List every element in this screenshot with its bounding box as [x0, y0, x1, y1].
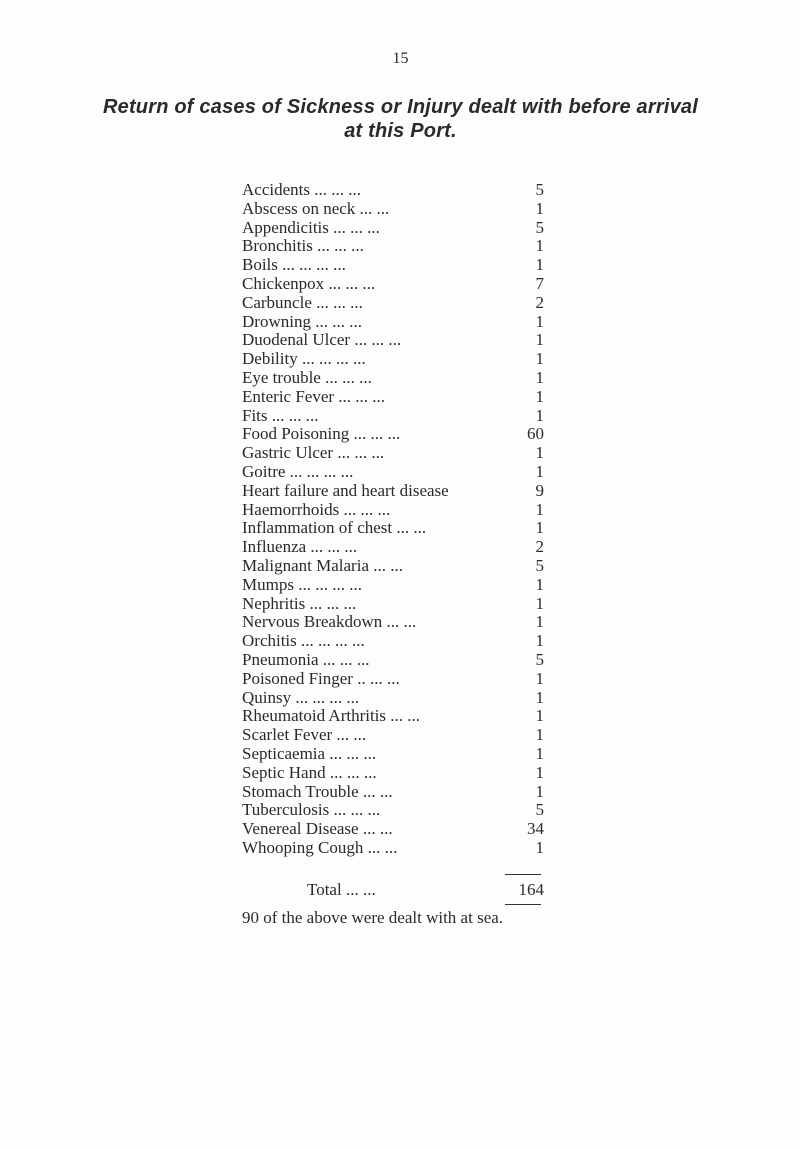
row-label: Inflammation of chest ... ... [242, 518, 427, 538]
row-value: 1 [535, 367, 544, 387]
row-label: Quinsy ... ... ... ... [242, 687, 360, 707]
row-value: 9 [535, 480, 544, 500]
row-value: 5 [535, 649, 544, 669]
row-label: Bronchitis ... ... ... [242, 236, 364, 256]
row-label: Enteric Fever ... ... ... [242, 386, 386, 406]
row-value: 1 [535, 518, 544, 538]
table-row [242, 482, 602, 501]
table-row [242, 764, 602, 783]
row-label: Tuberculosis ... ... ... [242, 800, 381, 820]
table-row [242, 632, 602, 651]
total-row [242, 880, 602, 900]
table-row [242, 463, 602, 482]
table-row [242, 388, 602, 407]
row-label: Whooping Cough ... ... [242, 837, 398, 857]
table-row [242, 501, 602, 520]
table-row [242, 689, 602, 708]
table-row [242, 745, 602, 764]
row-value: 1 [535, 631, 544, 651]
row-value: 1 [535, 386, 544, 406]
bottom-rule [505, 904, 541, 905]
title-line-2: at this Port. [344, 120, 457, 142]
row-value: 1 [535, 349, 544, 369]
row-label: Orchitis ... ... ... ... [242, 631, 365, 651]
row-value: 2 [535, 292, 544, 312]
row-value: 2 [535, 537, 544, 557]
page-number: 15 [392, 50, 409, 67]
row-value: 1 [535, 198, 544, 218]
row-value: 1 [535, 725, 544, 745]
row-label: Mumps ... ... ... ... [242, 574, 362, 594]
row-label: Nervous Breakdown ... ... [242, 612, 417, 632]
table-row [242, 651, 602, 670]
row-label: Chickenpox ... ... ... [242, 273, 376, 293]
table-row [242, 200, 602, 219]
row-label: Poisoned Finger .. ... ... [242, 668, 400, 688]
row-value: 5 [535, 555, 544, 575]
row-value: 1 [535, 687, 544, 707]
row-label: Malignant Malaria ... ... [242, 555, 403, 575]
row-label: Haemorrhoids ... ... ... [242, 499, 391, 519]
row-label: Gastric Ulcer ... ... ... [242, 443, 385, 463]
row-label: Nephritis ... ... ... [242, 593, 357, 613]
row-value: 1 [535, 405, 544, 425]
row-label: Eye trouble ... ... ... [242, 367, 372, 387]
row-value: 60 [527, 424, 544, 444]
row-value: 1 [535, 236, 544, 256]
row-label: Pneumonia ... ... ... [242, 649, 370, 669]
table-row [242, 839, 602, 858]
row-value: 1 [535, 837, 544, 857]
row-label: Carbuncle ... ... ... [242, 292, 363, 312]
row-value: 1 [535, 743, 544, 763]
total-value: 164 [518, 880, 544, 899]
table-row [242, 331, 602, 350]
row-label: Venereal Disease ... ... [242, 819, 393, 839]
table-row [242, 275, 602, 294]
row-value: 34 [527, 819, 544, 839]
table-row [242, 256, 602, 275]
row-value: 1 [535, 781, 544, 801]
row-value: 1 [535, 668, 544, 688]
table-row [242, 801, 602, 820]
row-value: 5 [535, 180, 544, 199]
row-value: 1 [535, 255, 544, 275]
row-value: 1 [535, 311, 544, 331]
title-line-1: Return of cases of Sickness or Injury dealt with before arrival [102, 96, 698, 118]
table-row [242, 407, 602, 426]
row-value: 7 [535, 273, 544, 293]
table-row [242, 538, 602, 557]
row-label: Accidents ... ... ... [242, 180, 361, 199]
row-label: Boils ... ... ... ... [242, 255, 346, 275]
row-label: Septicaemia ... ... ... [242, 743, 377, 763]
total-rule [505, 874, 541, 875]
row-value: 1 [535, 706, 544, 726]
row-label: Heart failure and heart disease [242, 480, 449, 500]
row-value: 1 [535, 461, 544, 481]
row-value: 1 [535, 443, 544, 463]
table-row [242, 670, 602, 689]
page-title [0, 95, 801, 143]
table-row [242, 350, 602, 369]
footnote: 90 of the above were dealt with at sea. [242, 908, 504, 927]
row-label: Duodenal Ulcer ... ... ... [242, 330, 402, 350]
table-row [242, 726, 602, 745]
row-value: 1 [535, 612, 544, 632]
table-row [242, 294, 602, 313]
table-row [242, 237, 602, 256]
row-label: Debility ... ... ... ... [242, 349, 366, 369]
table-row [242, 425, 602, 444]
total-label: Total ... ... [307, 880, 376, 899]
row-label: Scarlet Fever ... ... [242, 725, 367, 745]
table-row [242, 576, 602, 595]
table-row [242, 219, 602, 238]
table-row [242, 444, 602, 463]
table-row [242, 369, 602, 388]
table-row [242, 519, 602, 538]
table-row [242, 613, 602, 632]
table-row [242, 181, 602, 200]
table-row [242, 820, 602, 839]
row-value: 1 [535, 330, 544, 350]
row-label: Rheumatoid Arthritis ... ... [242, 706, 421, 726]
row-label: Food Poisoning ... ... ... [242, 424, 401, 444]
table-row [242, 595, 602, 614]
row-label: Influenza ... ... ... [242, 537, 358, 557]
table-row [242, 313, 602, 332]
row-value: 1 [535, 574, 544, 594]
row-label: Abscess on neck ... ... [242, 198, 390, 218]
table-row [242, 783, 602, 802]
table-row [242, 707, 602, 726]
sickness-table [242, 181, 602, 858]
row-value: 1 [535, 593, 544, 613]
row-value: 1 [535, 499, 544, 519]
row-label: Septic Hand ... ... ... [242, 762, 377, 782]
row-label: Stomach Trouble ... ... [242, 781, 393, 801]
row-value: 5 [535, 217, 544, 237]
row-value: 5 [535, 800, 544, 820]
row-label: Appendicitis ... ... ... [242, 217, 380, 237]
row-label: Goitre ... ... ... ... [242, 461, 354, 481]
table-row [242, 557, 602, 576]
row-value: 1 [535, 762, 544, 782]
row-label: Drowning ... ... ... [242, 311, 362, 331]
row-label: Fits ... ... ... [242, 405, 319, 425]
